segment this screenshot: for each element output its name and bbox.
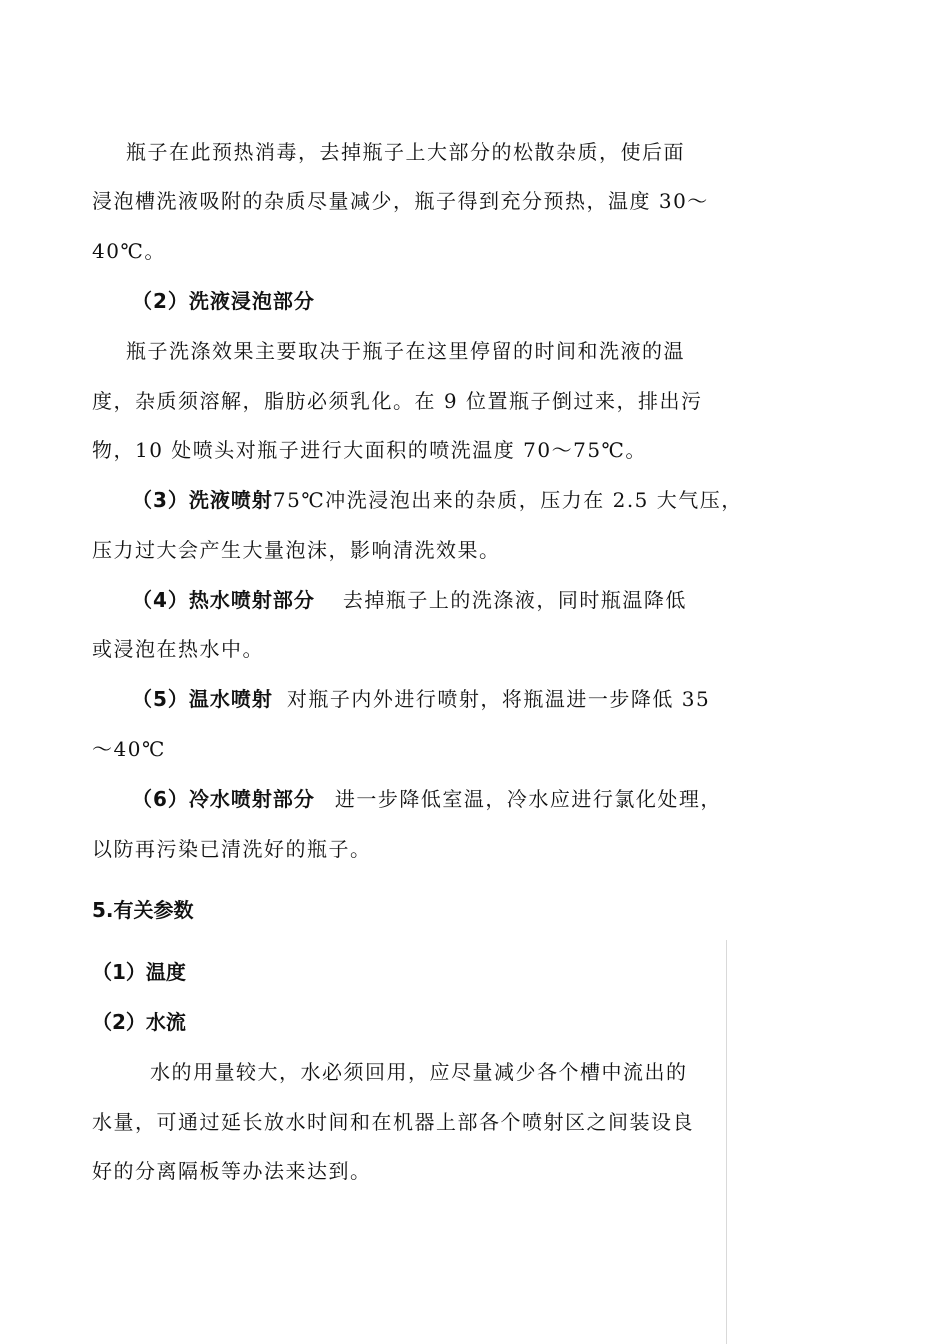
- paragraph-hot-water-line-2: 或浸泡在热水中。: [92, 637, 264, 661]
- paragraph-soak-line-1: 瓶子洗涤效果主要取决于瓶子在这里停留的时间和洗液的温: [126, 339, 685, 363]
- paragraph-water-flow-line-1: 水的用量较大，水必须回用，应尽量减少各个槽中流出的: [150, 1060, 688, 1084]
- heading-wash-soak: （2）洗液浸泡部分: [132, 289, 315, 313]
- heading-wash-spray: （3）洗液喷射: [132, 488, 273, 512]
- paragraph-water-flow-line-3: 好的分离隔板等办法来达到。: [92, 1159, 372, 1183]
- wash-spray-text: 75℃冲洗浸泡出来的杂质，压力在 2.5 大气压，: [272, 488, 743, 512]
- paragraph-cold-water-line-1: [132, 787, 722, 811]
- paragraph-soak-line-3: 物，10 处喷头对瓶子进行大面积的喷洗温度 70～75℃。: [92, 438, 647, 462]
- paragraph-hot-water-line-1: [132, 588, 687, 612]
- paragraph-warm-water-line-1: [132, 687, 710, 711]
- paragraph-cold-water-line-2: 以防再污染已清洗好的瓶子。: [92, 837, 372, 861]
- hot-water-text: 去掉瓶子上的洗涤液，同时瓶温降低: [342, 588, 687, 612]
- paragraph-preheat-line-3: 40℃。: [92, 239, 166, 263]
- cold-water-text: 进一步降低室温，冷水应进行氯化处理，: [334, 787, 722, 811]
- subheading-temperature: （1）温度: [92, 960, 186, 984]
- section-title-parameters: 5.有关参数: [92, 898, 194, 922]
- paragraph-preheat-line-2: 浸泡槽洗液吸附的杂质尽量减少，瓶子得到充分预热，温度 30～: [92, 189, 709, 213]
- paragraph-wash-spray-line-2: 压力过大会产生大量泡沫，影响清洗效果。: [92, 538, 501, 562]
- warm-water-text: 对瓶子内外进行喷射，将瓶温进一步降低 35: [286, 687, 711, 711]
- paragraph-water-flow-line-2: 水量，可通过延长放水时间和在机器上部各个喷射区之间装设良: [92, 1110, 694, 1134]
- paragraph-soak-line-2: 度，杂质须溶解，脂肪必须乳化。在 9 位置瓶子倒过来，排出污: [92, 389, 703, 413]
- paragraph-wash-spray-line-1: [132, 488, 743, 512]
- heading-warm-water-spray: （5）温水喷射: [132, 687, 273, 711]
- subheading-water-flow: （2）水流: [92, 1010, 186, 1034]
- heading-hot-water-spray: （4）热水喷射部分: [132, 588, 315, 612]
- heading-cold-water-spray: （6）冷水喷射部分: [132, 787, 315, 811]
- paragraph-warm-water-line-2: ～40℃: [92, 737, 166, 761]
- paragraph-preheat-line-1: 瓶子在此预热消毒，去掉瓶子上大部分的松散杂质，使后面: [126, 140, 685, 164]
- vertical-divider: [726, 940, 727, 1344]
